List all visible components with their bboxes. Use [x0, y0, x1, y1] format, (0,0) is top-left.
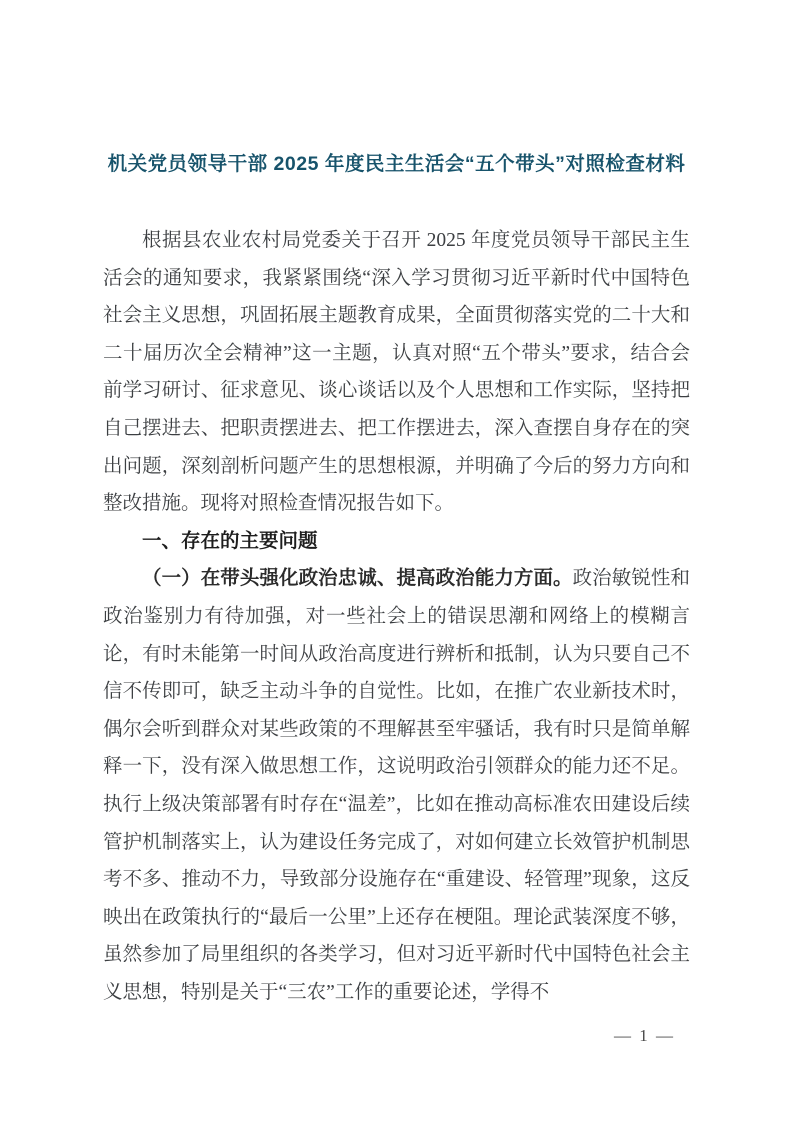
- page-number: — 1 —: [614, 1026, 675, 1045]
- section-heading: 一、存在的主要问题: [142, 529, 318, 552]
- subsection-body-text: 政治敏锐性和政治鉴别力有待加强，对一些社会上的错误思潮和网络上的模糊言论，有时未能第一时间从政治高度进行辨析和抵制，认为只要自己不信不传即可，缺乏主动斗争的自觉性。比如，在推广农业新技术时，偶尔会听到群众对某些政策的不理解甚至牢骚话，我有时只是简单解释一下，没有深入做思想工作，这说明政治引领群众的能力还不足。执行上级决策部署有时存在“温差”，比如在推动高标准农田建设后续管护机制落实上，认为建设任务完成了，对如何建立长效管护机制思考不多、推动不力，导致部分设施存在“重建设、轻管理”现象，这反映出在政策执行的“最后一公里”上还存在梗阻。理论武装深度不够，虽然参加了局里组织的各类学习，但对习近平新时代中国特色社会主义思想，特别是关于“三农”工作的重要论述，学得不: [103, 568, 690, 1003]
- subsection-paragraph: [103, 560, 690, 1011]
- intro-paragraph: 根据县农业农村局党委关于召开 2025 年度党员领导干部民主生活会的通知要求，我紧紧围绕“深入学习贯彻习近平新时代中国特色社会主义思想，巩固拓展主题教育成果，全面贯彻落实党的二十大和二十届历次全会精神”这一主题，认真对照“五个带头”要求，结合会前学习研讨、征求意见、谈心谈话以及个人思想和工作实际，坚持把自己摆进去、把职责摆进去、把工作摆进去，深入查摆自身存在的突出问题，深刻剖析问题产生的思想根源，并明确了今后的努力方向和整改措施。现将对照检查情况报告如下。: [103, 230, 690, 515]
- subsection-lead-sentence: （一）在带头强化政治忠诚、提高政治能力方面。: [142, 568, 573, 590]
- document-body: [103, 222, 690, 1011]
- document-title: 机关党员领导干部 2025 年度民主生活会“五个带头”对照检查材料: [107, 153, 686, 175]
